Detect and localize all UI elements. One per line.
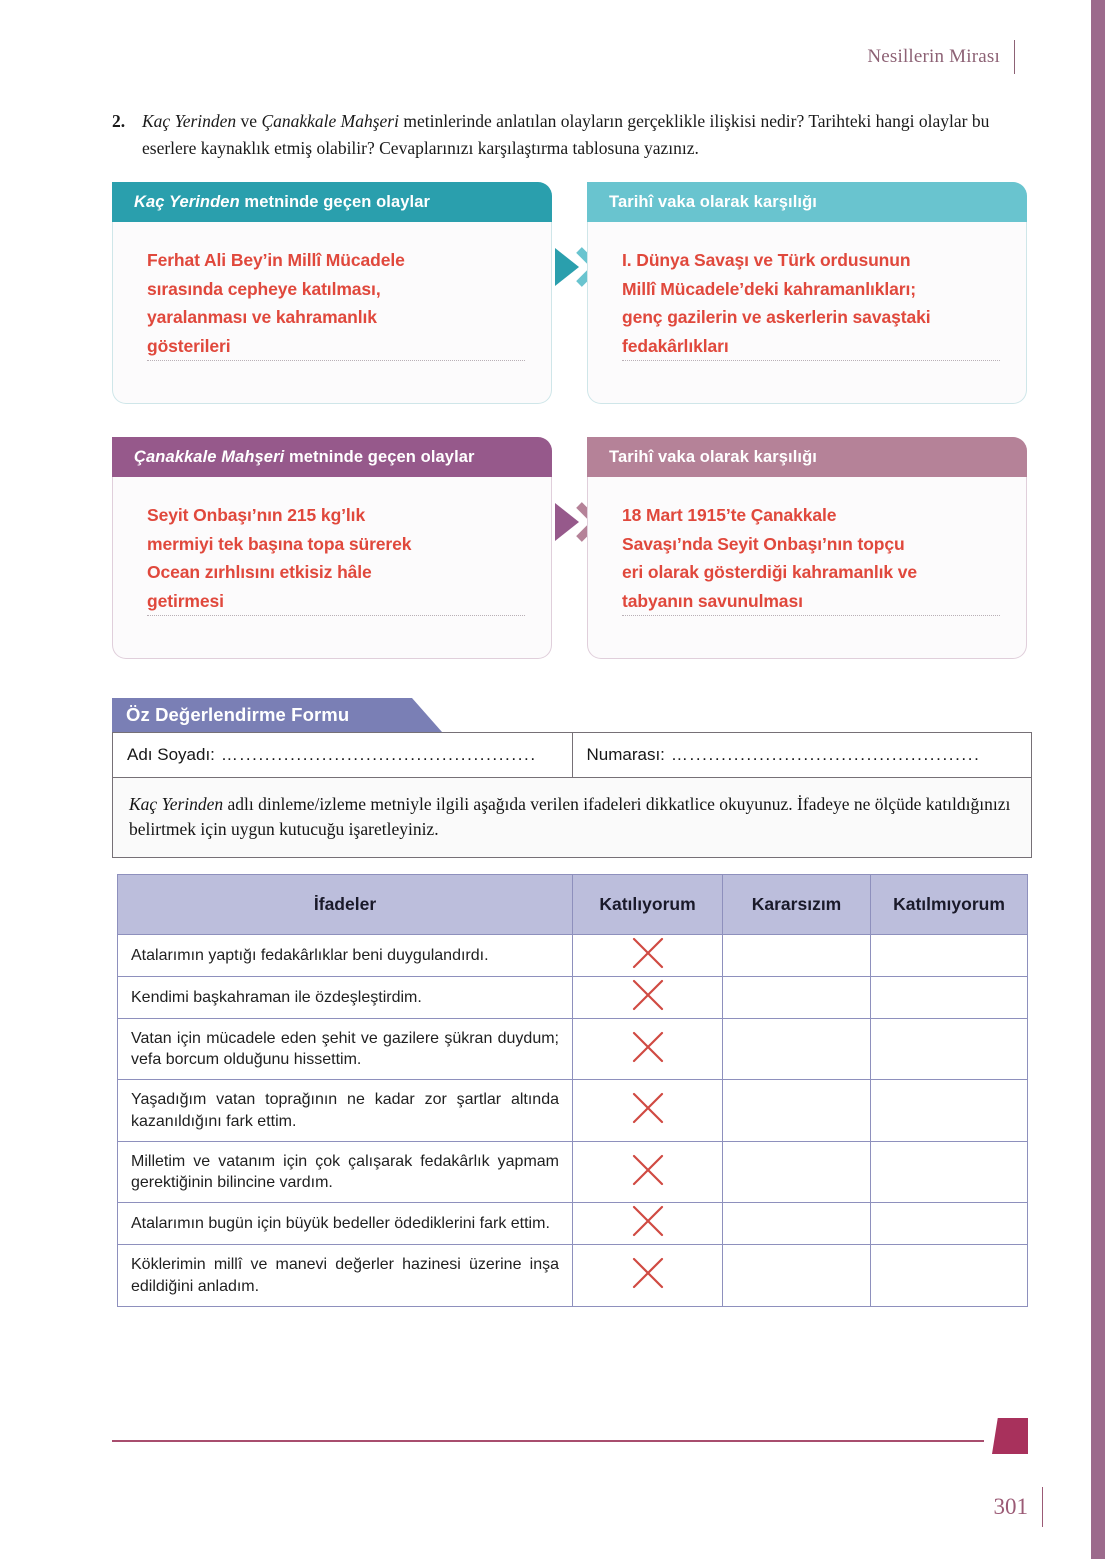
answer-line: Savaşı’nda Seyit Onbaşı’nın topçu: [622, 530, 1000, 559]
right-edge-brand-strip: [1091, 0, 1105, 1559]
card-title-rest: Tarihî vaka olarak karşılığı: [609, 447, 817, 466]
blank-writing-rule: [622, 615, 1000, 616]
comparison-card-canakkale-mahseri: [112, 437, 552, 659]
undecided-cell[interactable]: [723, 1245, 871, 1307]
card-title-rest: Tarihî vaka olarak karşılığı: [609, 192, 817, 211]
disagree-cell[interactable]: [871, 1018, 1028, 1080]
answer-line: Millî Mücadele’deki kahramanlıkları;: [622, 275, 1000, 304]
x-mark-icon: [631, 1030, 665, 1064]
agree-cell[interactable]: [573, 1245, 723, 1307]
card-title-italic: Kaç Yerinden: [134, 192, 240, 211]
disagree-cell[interactable]: [871, 1141, 1028, 1203]
disagree-cell[interactable]: [871, 1203, 1028, 1245]
answer-line: mermiyi tek başına topa sürerek: [147, 530, 525, 559]
rating-table-row: [118, 1245, 1028, 1307]
column-header-kararsizim: Kararsızım: [723, 874, 871, 934]
statement-cell: Milletim ve vatanım için çok çalışarak fedakârlık yapmam gerektiğinin bilincine vardım.: [118, 1141, 573, 1203]
rating-table-row: [118, 1080, 1028, 1142]
rating-table: [117, 874, 1028, 1307]
answer-line: tabyanın savunulması: [622, 587, 1000, 616]
question-number: 2.: [112, 111, 126, 131]
running-header: [867, 40, 1015, 74]
page-number-block: [994, 1487, 1044, 1527]
statement-cell: Atalarımın bugün için büyük bedeller ödediklerini fark ettim.: [118, 1203, 573, 1245]
answer-line: sırasında cepheye katılması,: [147, 275, 525, 304]
agree-cell[interactable]: [573, 1203, 723, 1245]
undecided-cell[interactable]: [723, 934, 871, 976]
self-evaluation-form: [112, 698, 1032, 1307]
answer-line: eri olarak gösterdiği kahramanlık ve: [622, 558, 1000, 587]
answer-line: getirmesi: [147, 587, 525, 616]
rating-table-row: [118, 1203, 1028, 1245]
undecided-cell[interactable]: [723, 976, 871, 1018]
form-tab: [112, 698, 349, 732]
agree-cell[interactable]: [573, 976, 723, 1018]
running-header-title: Nesillerin Mirası: [867, 46, 1000, 67]
name-label: Adı Soyadı:: [127, 745, 215, 764]
answer-line: Ocean zırhlısını etkisiz hâle: [147, 558, 525, 587]
handwritten-answer: [622, 501, 1000, 615]
instruction-title: Kaç Yerinden: [129, 794, 224, 814]
footer-corner-tab: [992, 1418, 1028, 1454]
answer-line: fedakârlıkları: [622, 332, 1000, 361]
rating-table-body: [118, 934, 1028, 1306]
answer-line: genç gazilerin ve askerlerin savaştaki: [622, 303, 1000, 332]
disagree-cell[interactable]: [871, 976, 1028, 1018]
answer-line: gösterileri: [147, 332, 525, 361]
x-mark-icon: [631, 978, 665, 1012]
card-header-kac-yerinden: [112, 182, 552, 222]
x-mark-icon: [631, 1091, 665, 1125]
statement-cell: Kendimi başkahraman ile özdeşleştirdim.: [118, 976, 573, 1018]
card-title-rest: metninde geçen olaylar: [284, 447, 475, 466]
form-box: [112, 732, 1032, 858]
name-field[interactable]: [113, 733, 572, 777]
column-header-ifadeler: İfadeler: [118, 874, 573, 934]
rating-table-header-row: [118, 874, 1028, 934]
card-title-italic: Çanakkale Mahşeri: [134, 447, 285, 466]
handwritten-answer: [147, 501, 525, 615]
card-body-tarihi-vaka-2[interactable]: [587, 477, 1027, 659]
card-title-rest: metninde geçen olaylar: [239, 192, 431, 211]
card-header-canakkale-mahseri: [112, 437, 552, 477]
agree-cell[interactable]: [573, 1018, 723, 1080]
answer-line: Ferhat Ali Bey’in Millî Mücadele: [147, 246, 525, 275]
handwritten-answer: [147, 246, 525, 360]
form-instruction: [113, 777, 1031, 857]
rating-table-row: [118, 1141, 1028, 1203]
disagree-cell[interactable]: [871, 1245, 1028, 1307]
disagree-cell[interactable]: [871, 1080, 1028, 1142]
form-tab-label: Öz Değerlendirme Formu: [126, 704, 350, 725]
comparison-card-tarihi-vaka-2: [587, 437, 1027, 659]
undecided-cell[interactable]: [723, 1080, 871, 1142]
x-mark-icon: [631, 1153, 665, 1187]
question-block: [112, 108, 1032, 161]
card-header-tarihi-vaka-2: [587, 437, 1027, 477]
statement-cell: Vatan için mücadele eden şehit ve gazilere şükran duydum; vefa borcum olduğunu hissettim.: [118, 1018, 573, 1080]
card-body-kac-yerinden[interactable]: [112, 222, 552, 404]
comparison-card-tarihi-vaka-1: [587, 182, 1027, 404]
rating-table-row: [118, 1018, 1028, 1080]
rating-table-head: [118, 874, 1028, 934]
rating-table-row: [118, 976, 1028, 1018]
agree-cell[interactable]: [573, 1080, 723, 1142]
blank-writing-rule: [622, 360, 1000, 361]
statement-cell: Atalarımın yaptığı fedakârlıklar beni duygulandırdı.: [118, 934, 573, 976]
x-mark-icon: [631, 1256, 665, 1290]
answer-line: 18 Mart 1915’te Çanakkale: [622, 501, 1000, 530]
card-header-tarihi-vaka-1: [587, 182, 1027, 222]
answer-line: Seyit Onbaşı’nın 215 kg’lık: [147, 501, 525, 530]
column-header-katiliyorum: Katılıyorum: [573, 874, 723, 934]
agree-cell[interactable]: [573, 934, 723, 976]
blank-writing-rule: [147, 360, 525, 361]
column-header-katilmiyorum: Katılmıyorum: [871, 874, 1028, 934]
comparison-card-kac-yerinden: [112, 182, 552, 404]
answer-line: I. Dünya Savaşı ve Türk ordusunun: [622, 246, 1000, 275]
statement-cell: Köklerimin millî ve manevi değerler hazinesi üzerine inşa edildiğini anladım.: [118, 1245, 573, 1307]
footer-rule: [112, 1440, 984, 1442]
rating-table-row: [118, 934, 1028, 976]
identity-row: [113, 733, 1031, 777]
number-dotted-line: …..............................................: [670, 745, 981, 764]
answer-line: yaralanması ve kahramanlık: [147, 303, 525, 332]
disagree-cell[interactable]: [871, 934, 1028, 976]
x-mark-icon: [631, 936, 665, 970]
x-mark-icon: [631, 1204, 665, 1238]
question-text: Kaç Yerinden ve Çanakkale Mahşeri metinlerinde anlatılan olayların gerçeklikle ilişkisi nedir? Tarihteki hangi olaylar bu eserlere kaynaklık etmiş olabilir? Cevaplarınızı karşılaştırma tablosuna yazınız.: [142, 111, 990, 158]
undecided-cell[interactable]: [723, 1203, 871, 1245]
handwritten-answer: [622, 246, 1000, 360]
card-body-tarihi-vaka-1[interactable]: [587, 222, 1027, 404]
page-number: 301: [993, 1494, 1028, 1519]
name-dotted-line: …...............................................: [220, 745, 537, 764]
agree-cell[interactable]: [573, 1141, 723, 1203]
number-field[interactable]: [572, 733, 1032, 777]
page-number-divider: [1042, 1487, 1043, 1527]
undecided-cell[interactable]: [723, 1141, 871, 1203]
blank-writing-rule: [147, 615, 525, 616]
card-body-canakkale-mahseri[interactable]: [112, 477, 552, 659]
instruction-text: adlı dinleme/izleme metniyle ilgili aşağıda verilen ifadeleri dikkatlice okuyunuz. İfadeye ne ölçüde katıldığınızı belirtmek için uygun kutucuğu işaretleyiniz.: [129, 794, 1011, 840]
undecided-cell[interactable]: [723, 1018, 871, 1080]
running-header-divider: [1014, 40, 1015, 74]
number-label: Numarası:: [586, 745, 665, 764]
statement-cell: Yaşadığım vatan toprağının ne kadar zor şartlar altında kazanıldığını fark ettim.: [118, 1080, 573, 1142]
